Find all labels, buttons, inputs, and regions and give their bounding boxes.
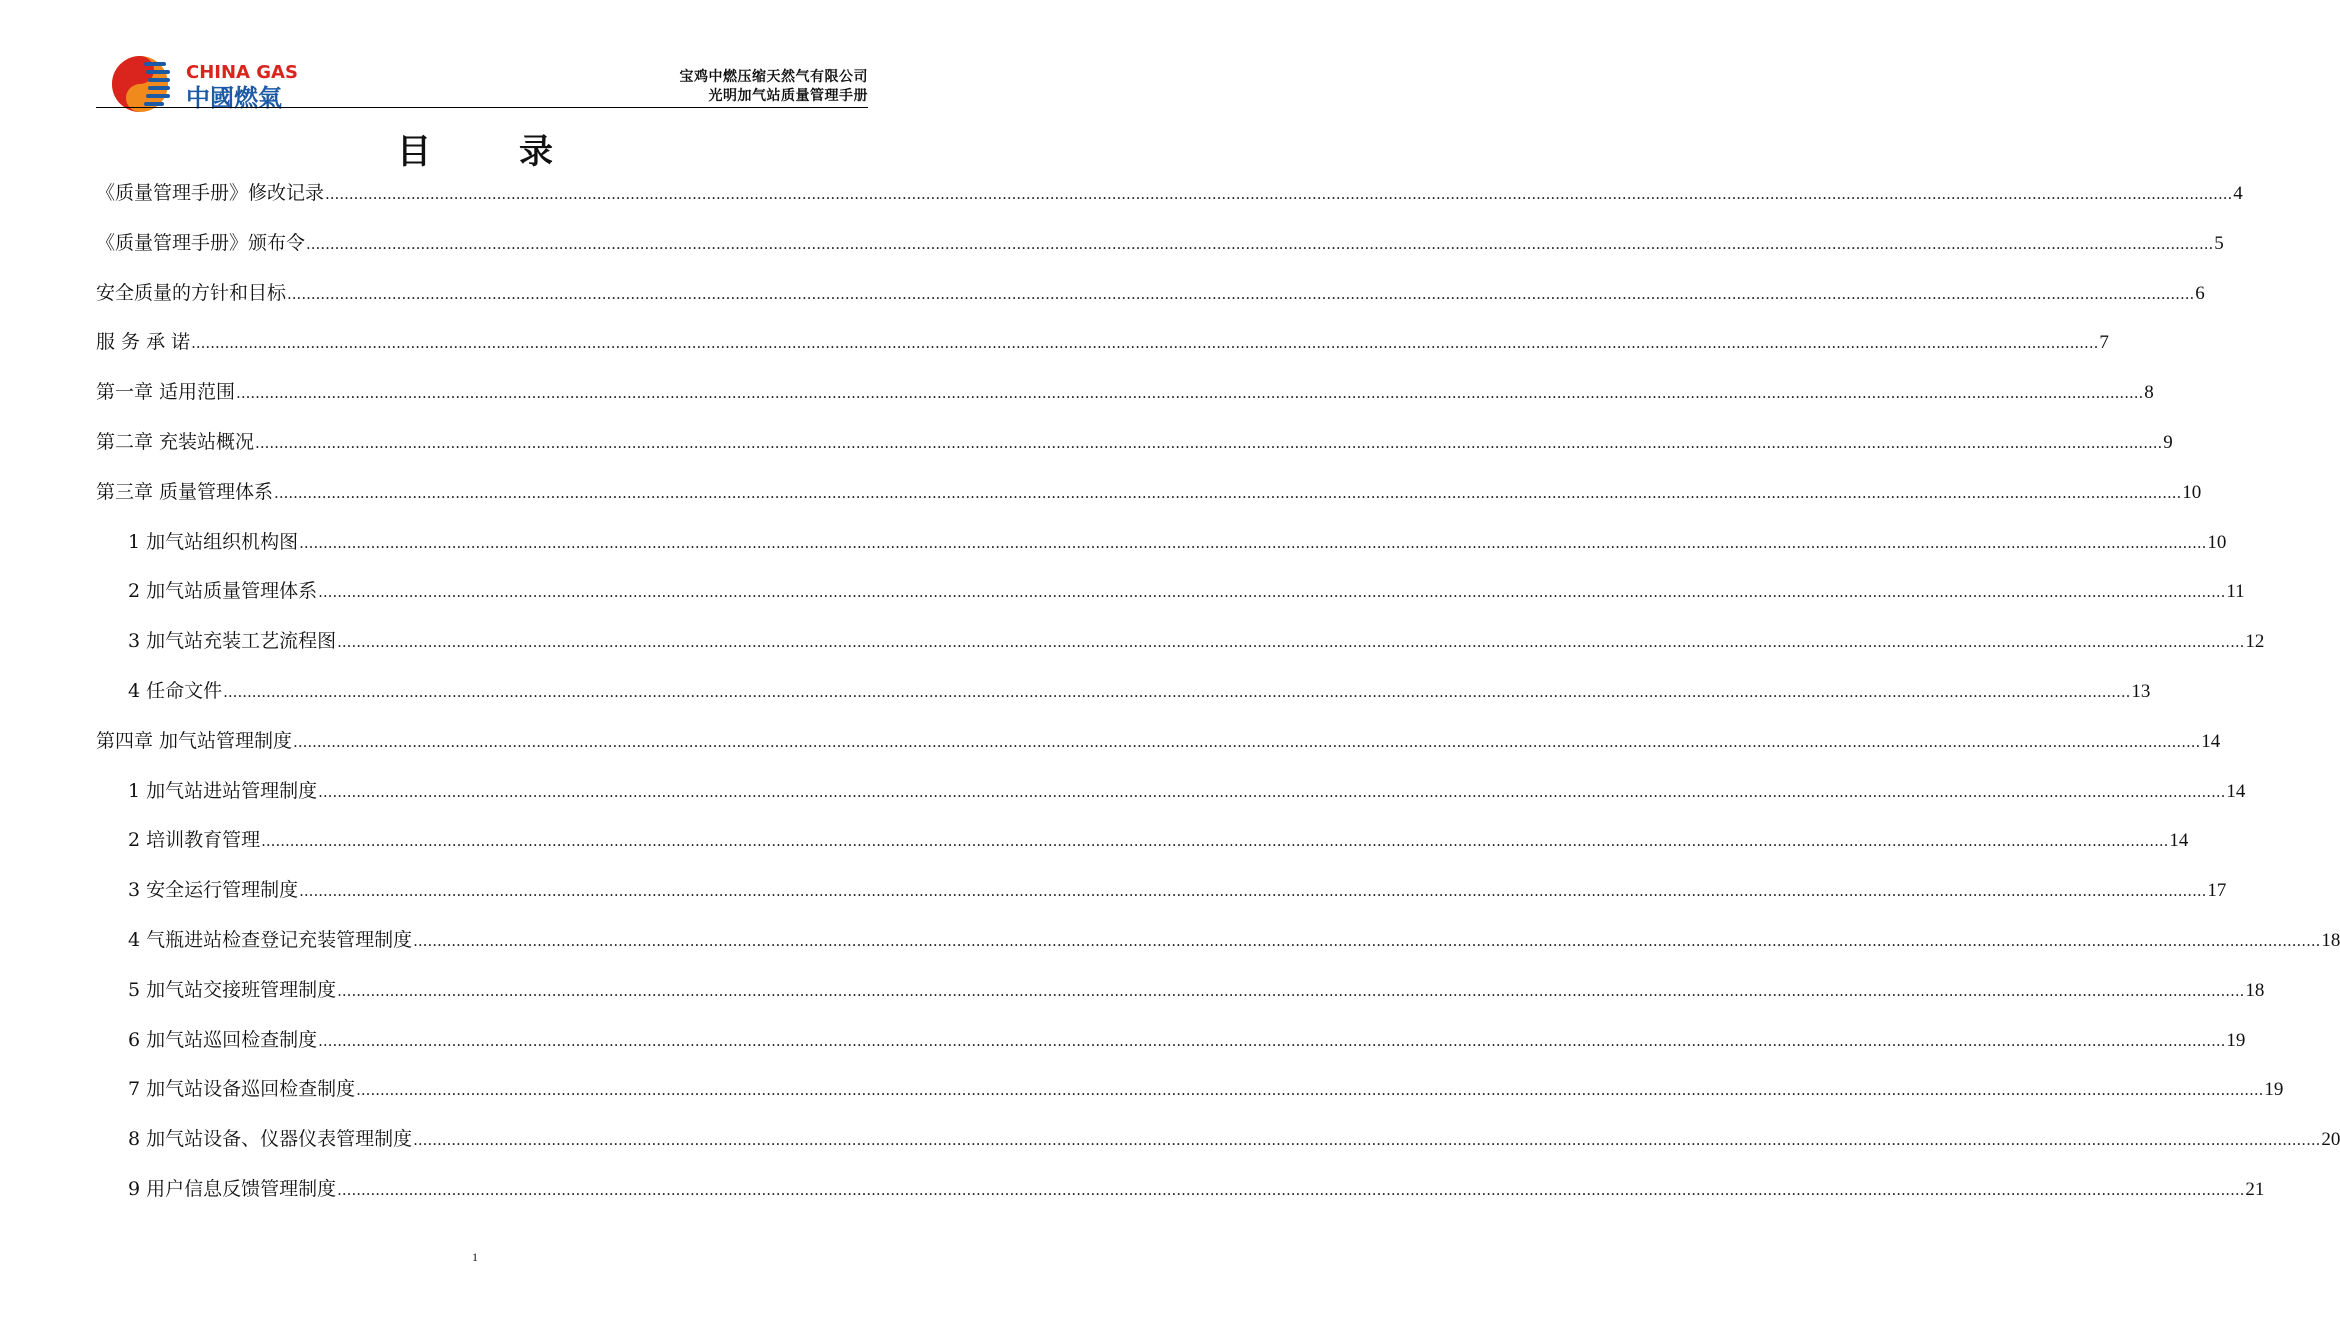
toc-entry-page: 21 [2245,1178,2265,1200]
toc-entry-label: 第二章 充装站概况 [96,430,255,453]
toc-entry-page: 8 [2144,382,2154,404]
toc-entry-page: 10 [2182,481,2202,503]
toc-entry-label: 第一章 适用范围 [96,381,236,404]
toc-entry[interactable] [96,278,2205,328]
toc-entry[interactable] [96,178,2243,228]
company-name: 宝鸡中燃压缩天然气有限公司 [679,69,868,85]
toc-entry-page: 14 [2169,830,2189,852]
toc-entry-label: 《质量管理手册》修改记录 [96,182,325,204]
toc-leader-dots: ................................................................................................................................................................................................................................................................................................................................................................................................................ [287,284,2195,303]
toc-leader-dots: ................................................................................................................................................................................................................................................................................................................................................................................................................ [255,433,2163,452]
logo-text-cn: 中國燃氣 [186,84,282,112]
toc-entry[interactable] [96,875,2227,925]
toc-entry-page: 9 [2163,431,2173,453]
toc-entry[interactable] [96,377,2154,427]
toc-entry[interactable] [96,726,2221,776]
toc-leader-dots: ................................................................................................................................................................................................................................................................................................................................................................................................................ [413,931,2321,950]
page-header [96,48,868,110]
toc-leader-dots: ................................................................................................................................................................................................................................................................................................................................................................................................................ [191,334,2099,353]
toc-entry-page: 20 [2321,1129,2340,1151]
toc-leader-dots: ................................................................................................................................................................................................................................................................................................................................................................................................................ [293,732,2201,751]
toc-entry[interactable] [96,1174,2265,1224]
toc-leader-dots: ................................................................................................................................................................................................................................................................................................................................................................................................................ [223,682,2131,701]
toc-entry[interactable] [96,576,2245,626]
toc-entry-label: 第三章 质量管理体系 [96,480,274,503]
toc-entry-label: 6 加气站巡回检查制度 [128,1028,318,1051]
toc-entry[interactable] [96,975,2265,1025]
toc-entry-page: 17 [2207,880,2227,902]
toc-leader-dots: ................................................................................................................................................................................................................................................................................................................................................................................................................ [413,1131,2321,1150]
toc-leader-dots: ................................................................................................................................................................................................................................................................................................................................................................................................................ [325,185,2233,203]
toc-entry-label: 9 用户信息反馈管理制度 [128,1177,337,1200]
toc-entry-label: 《质量管理手册》颁布令 [96,231,306,254]
toc-leader-dots: ................................................................................................................................................................................................................................................................................................................................................................................................................ [318,583,2226,602]
toc-entry-label: 1 加气站进站管理制度 [128,779,318,802]
manual-name: 光明加气站质量管理手册 [708,88,868,104]
company-info [680,68,869,106]
toc-entry[interactable] [96,825,2189,875]
logo-text-en: CHINA GAS [186,62,298,83]
toc-entry-label: 服 务 承 诺 [96,331,191,354]
page-number: 1 [472,1250,478,1264]
toc-entry-label: 1 加气站组织机构图 [128,530,299,553]
toc-entry[interactable] [96,626,2265,676]
toc-entry-page: 13 [2131,680,2151,702]
toc-entry-page: 10 [2207,531,2227,553]
toc-entry-page: 11 [2226,581,2245,603]
toc-entry[interactable] [96,527,2227,577]
toc-entry[interactable] [96,1124,2340,1174]
toc-entry[interactable] [96,427,2173,477]
toc-leader-dots: ................................................................................................................................................................................................................................................................................................................................................................................................................ [274,483,2182,502]
toc-entry-page: 19 [2264,1079,2284,1101]
toc-leader-dots: ................................................................................................................................................................................................................................................................................................................................................................................................................ [337,1180,2245,1199]
toc-entry-page: 7 [2099,332,2109,354]
toc-entry[interactable] [96,676,2151,726]
toc-entry-label: 2 培训教育管理 [128,829,261,852]
toc-entry[interactable] [96,776,2246,826]
page-title: 目录 [397,132,641,172]
toc-entry-label: 4 任命文件 [128,679,223,702]
toc-leader-dots: ................................................................................................................................................................................................................................................................................................................................................................................................................ [337,981,2245,1000]
toc-entry-page: 19 [2226,1029,2246,1051]
toc-leader-dots: ................................................................................................................................................................................................................................................................................................................................................................................................................ [318,782,2226,801]
toc-entry-page: 6 [2195,282,2205,304]
toc-entry-label: 5 加气站交接班管理制度 [128,978,337,1001]
toc-entry-label: 4 气瓶进站检查登记充装管理制度 [128,928,413,951]
toc-entry[interactable] [96,327,2109,377]
toc-leader-dots: ................................................................................................................................................................................................................................................................................................................................................................................................................ [337,633,2245,652]
toc-entry-label: 3 加气站充装工艺流程图 [128,630,337,653]
toc-entry[interactable] [96,925,2340,975]
toc-entry-page: 4 [2233,183,2243,204]
toc-entry-page: 18 [2321,929,2340,951]
toc-entry-page: 5 [2214,232,2224,254]
toc-entry-label: 7 加气站设备巡回检查制度 [128,1078,356,1101]
toc-entry-page: 18 [2245,979,2265,1001]
toc-leader-dots: ................................................................................................................................................................................................................................................................................................................................................................................................................ [356,1081,2264,1100]
toc-entry[interactable] [96,477,2202,527]
toc-entry-page: 14 [2201,730,2221,752]
toc-entry-label: 3 安全运行管理制度 [128,879,299,902]
toc-entry-label: 安全质量的方针和目标 [96,281,287,304]
table-of-contents [96,178,2340,1224]
toc-entry-label: 8 加气站设备、仪器仪表管理制度 [128,1128,413,1151]
header-rule [96,107,868,108]
toc-leader-dots: ................................................................................................................................................................................................................................................................................................................................................................................................................ [318,1031,2226,1050]
toc-leader-dots: ................................................................................................................................................................................................................................................................................................................................................................................................................ [236,384,2144,403]
toc-entry-label: 2 加气站质量管理体系 [128,580,318,603]
toc-entry-page: 14 [2226,780,2246,802]
toc-leader-dots: ................................................................................................................................................................................................................................................................................................................................................................................................................ [299,882,2207,901]
toc-entry[interactable] [96,1074,2284,1124]
toc-leader-dots: ................................................................................................................................................................................................................................................................................................................................................................................................................ [299,533,2207,552]
toc-leader-dots: ................................................................................................................................................................................................................................................................................................................................................................................................................ [306,234,2214,253]
china-gas-logo [110,54,330,114]
toc-entry[interactable] [96,1025,2246,1075]
toc-entry-label: 第四章 加气站管理制度 [96,729,293,752]
toc-entry-page: 12 [2245,631,2265,653]
toc-entry[interactable] [96,228,2224,278]
toc-leader-dots: ................................................................................................................................................................................................................................................................................................................................................................................................................ [261,832,2169,851]
